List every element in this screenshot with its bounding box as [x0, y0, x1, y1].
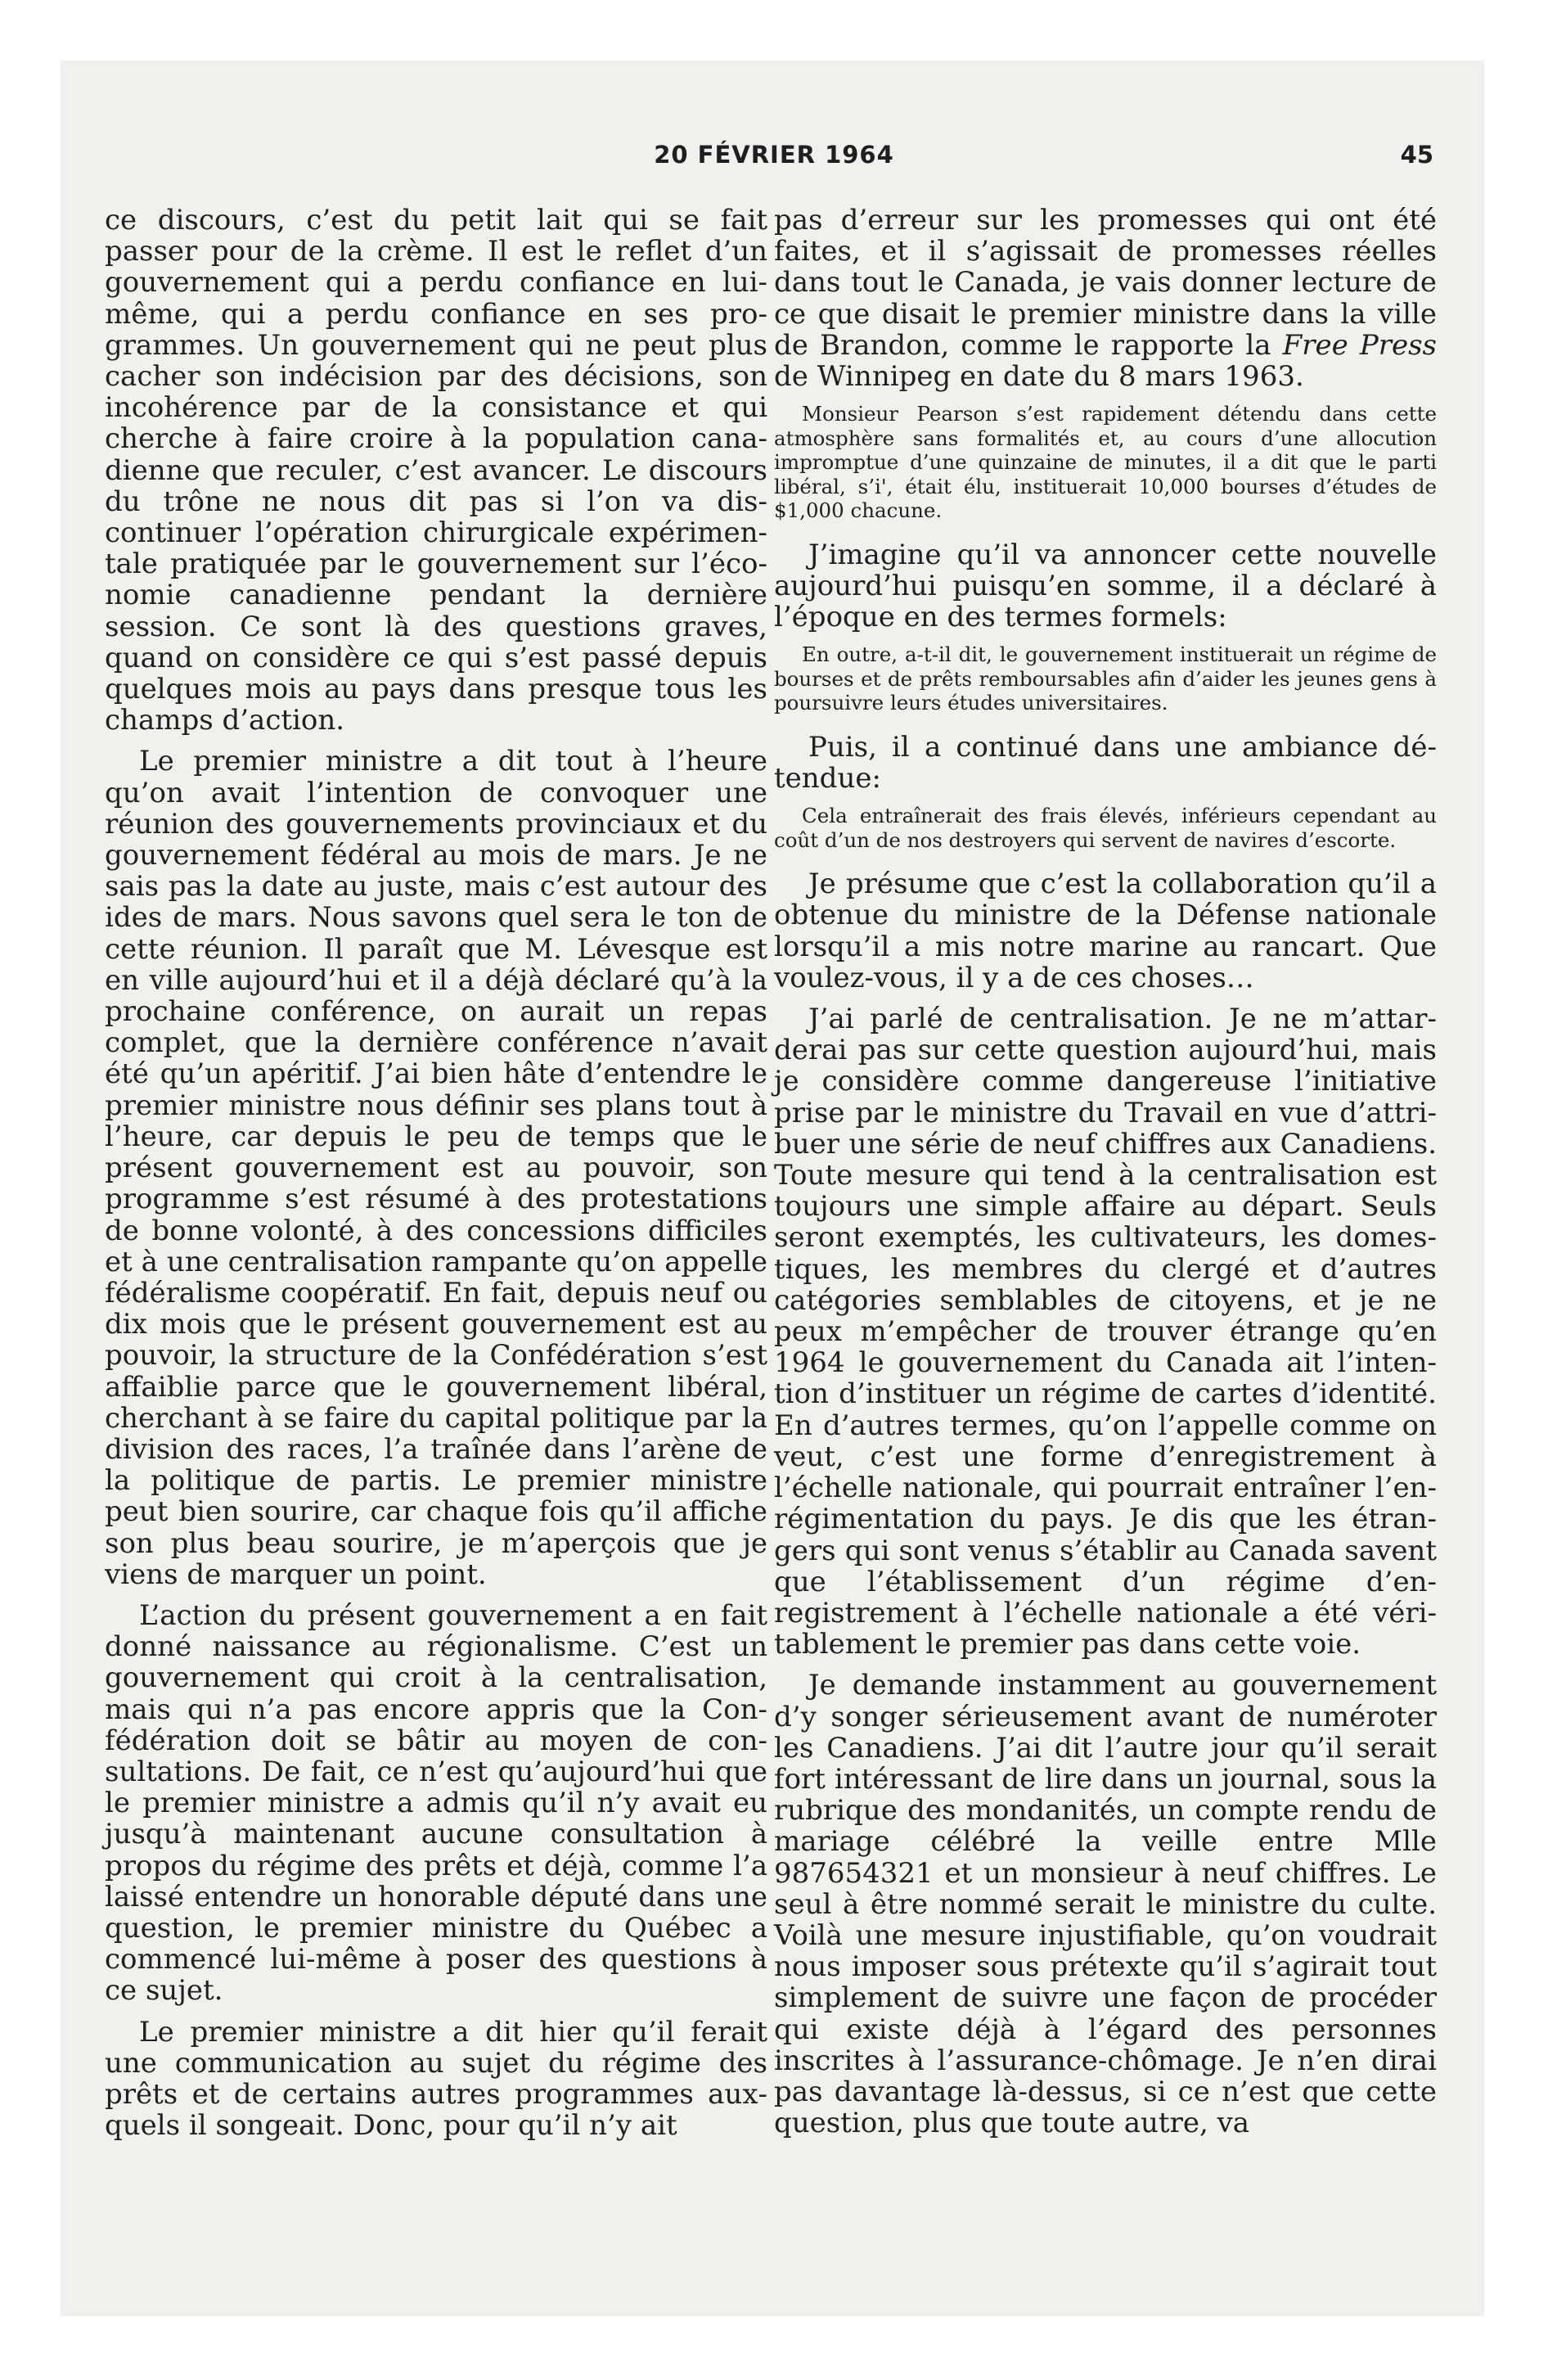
paragraph	[774, 205, 1437, 392]
right-column	[774, 205, 1437, 2148]
paragraph-text: de Winnipeg en date du 8 mars 1963.	[774, 360, 1304, 394]
paragraph: J’imagine qu’il va annoncer cette nouvelle aujourd’hui puisqu’en somme, il a déclaré à l’époque en des termes formels:	[774, 538, 1437, 634]
paragraph-text: pas d’erreur sur les promesses qui ont été faites, et il s’agissait de promesses réelles dans tout le Canada, je vais donner lecture de ce que disait le premier ministre dans la ville de Brandon, comme le rapporte la	[774, 204, 1437, 362]
block-quote: Cela entraînerait des frais élevés, inférieurs cependant au coût d’un de nos destroyers qui servent de navires d’escorte.	[774, 804, 1437, 852]
page-number: 45	[1400, 141, 1433, 169]
newspaper-title: Free Press	[1282, 328, 1438, 362]
paragraph: Le premier ministre a dit hier qu’il ferait une communication au sujet du régime des prêts et de certains autres programmes auxquels il songeait. Donc, pour qu’il n’y ait	[105, 2015, 767, 2143]
paragraph: Je demande instamment au gouvernement d’y songer sérieusement avant de numéroter les Canadiens. J’ai dit l’autre jour qu’il serait fort intéressant de lire dans un journal, sous la rubrique des mondanités, un compte rendu de mariage célébré la veille entre Mlle 987654321 et un monsieur à neuf chiffres. Le seul à être nommé serait le ministre du culte. Voilà une mesure injustifiable, qu’on voudrait nous imposer sous prétexte qu’il s’agirait tout simplement de suivre une façon de procéder qui existe déjà à l’égard des personnes inscrites à l’assurance-chômage. Je n’en dirai pas davantage là-dessus, si ce n’est que cette question, plus que toute autre, va	[774, 1669, 1437, 2140]
page-header	[115, 141, 1433, 177]
paragraph: L’action du présent gouvernement a en fait donné naissance au régionalisme. C’est un gouvernement qui croit à la centralisation, mais qui n’a pas encore appris que la Confédération doit se bâtir au moyen de consultations. De fait, ce n’est qu’aujourd’hui que le premier ministre a admis qu’il n’y avait eu jusqu’à maintenant aucune consultation à propos du régime des prêts et déjà, comme l’a laissé entendre un honorable député dans une question, le premier ministre du Québec a commencé lui-même à poser des questions à ce sujet.	[105, 1598, 767, 2008]
paragraph: Je présume que c’est la collaboration qu’il a obtenue du ministre de la Défense nationale lorsqu’il a mis notre marine au rancart. Que voulez-vous, il y a de ces choses…	[774, 868, 1437, 994]
paragraph: Puis, il a continué dans une ambiance détendue:	[774, 730, 1437, 796]
block-quote: Monsieur Pearson s’est rapidement détendu dans cette atmosphère sans formalités et, au cours d’une allocution impromptue d’une quinzaine de minutes, il a dit que le parti libéral, s’i', était élu, instituerait 10,000 bourses d’études de $1,000 chacune.	[774, 402, 1437, 523]
paragraph: Le premier ministre a dit tout à l’heure qu’on avait l’intention de convoquer une réunion des gouvernements provinciaux et du gouvernement fédéral au mois de mars. Je ne sais pas la date au juste, mais c’est autour des ides de mars. Nous savons quel sera le ton de cette réunion. Il paraît que M. Lévesque est en ville aujourd’hui et il a déjà déclaré qu’à la prochaine conférence, on aurait un repas complet, que la dernière conférence n’avait été qu’un apéritif. J’ai bien hâte d’entendre le premier ministre nous définir ses plans tout à l’heure, car depuis le peu de temps que le présent gouvernement est au pouvoir, son programme s’est résumé à des protestations de bonne volonté, à des concessions difficiles et à une centralisation rampante qu’on appelle fédéralisme coopératif. En fait, depuis neuf ou dix mois que le présent gouvernement est au pouvoir, la structure de la Confédération s’est affaiblie parce que le gouvernement libéral, cherchant à se faire du capital politique par la division des races, l’a traînée dans l’arène de la politique de partis. Le premier ministre peut bien sourire, car chaque fois qu’il affiche son plus beau sourire, je m’aperçois que je viens de marquer un point.	[105, 745, 767, 1591]
paragraph: ce discours, c’est du petit lait qui se fait passer pour de la crème. Il est le reflet d’un gouvernement qui a perdu confiance en lui-même, qui a perdu confiance en ses programmes. Un gouvernement qui ne peut plus cacher son indécision par des décisions, son incohérence par de la consistance et qui cherche à faire croire à la population canadienne que reculer, c’est avancer. Le discours du trône ne nous dit pas si l’on va discontinuer l’opération chirurgicale expérimentale pratiquée par le gouvernement sur l’économie canadienne pendant la dernière session. Ce sont là des questions graves, quand on considère ce qui s’est passé depuis quelques mois au pays dans presque tous les champs d’action.	[105, 204, 767, 737]
paragraph: J’ai parlé de centralisation. Je ne m’attarderai pas sur cette question aujourd’hui, mais je considère comme dangereuse l’initiative prise par le ministre du Travail en vue d’attribuer une série de neuf chiffres aux Canadiens. Toute mesure qui tend à la centralisation est toujours une simple affaire au départ. Seuls seront exemptés, les cultivateurs, les domestiques, les membres du clergé et d’autres catégories semblables de citoyens, et je ne peux m’empêcher de trouver étrange qu’en 1964 le gouvernement du Canada ait l’intention d’instituer un régime de cartes d’identité. En d’autres termes, qu’on l’appelle comme on veut, c’est une forme d’enregistrement à l’échelle nationale, qui pourrait entraîner l’enrégimentation du pays. Je dis que les étrangers qui sont venus s’établir au Canada savent que l’établissement d’un régime d’enregistrement à l’échelle nationale a été véritablement le premier pas dans cette voie.	[774, 1003, 1437, 1661]
block-quote: En outre, a-t-il dit, le gouvernement instituerait un régime de bourses et de prêts remboursables afin d’aider les jeunes gens à poursuivre leurs études universitaires.	[774, 642, 1437, 715]
left-column	[105, 205, 767, 2151]
header-date: 20 FÉVRIER 1964	[654, 141, 894, 169]
